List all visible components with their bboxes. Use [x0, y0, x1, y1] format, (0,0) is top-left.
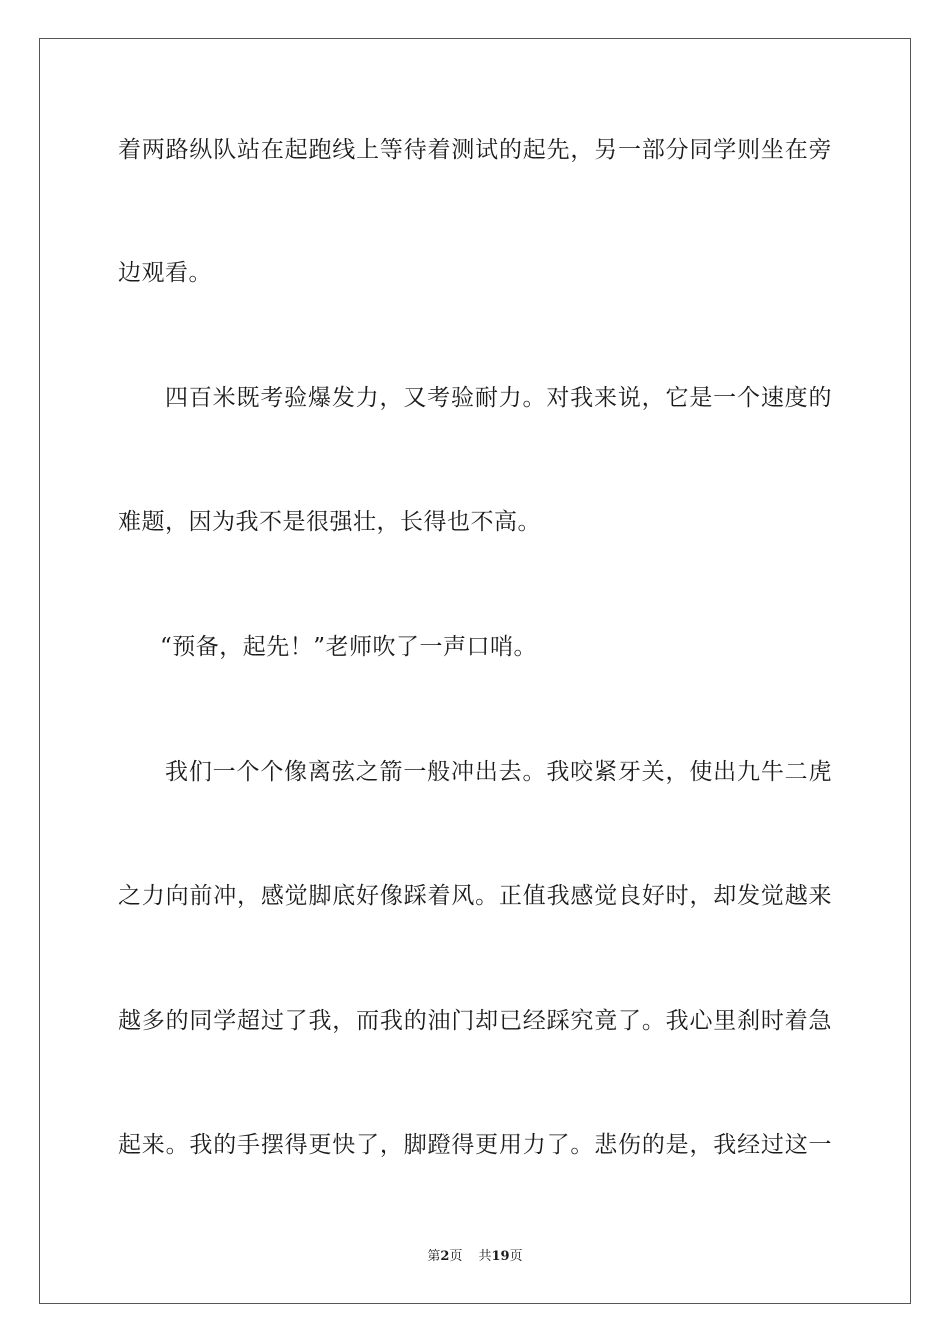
page-footer — [0, 1248, 950, 1266]
text-line-p2-2: 难题，因为我不是很强壮，长得也不高。 — [118, 509, 541, 535]
text-line-p4-3: 越多的同学超过了我，而我的油门却已经踩究竟了。我心里刹时着急 — [118, 1008, 832, 1034]
footer-page-prefix: 第 — [427, 1249, 441, 1264]
footer-total-suffix: 页 — [509, 1249, 523, 1264]
footer-page-number: 2 — [440, 1249, 450, 1264]
text-line-p3-1: “预备，起先！”老师吹了一声口哨。 — [160, 634, 538, 660]
text-line-p4-2: 之力向前冲，感觉脚底好像踩着风。正值我感觉良好时，却发觉越来 — [118, 883, 832, 909]
footer-page-suffix: 页 — [449, 1249, 463, 1264]
footer-total-prefix: 共 — [478, 1249, 492, 1264]
text-line-p1-2: 边观看。 — [118, 260, 212, 286]
text-line-p4-4: 起来。我的手摆得更快了，脚蹬得更用力了。悲伤的是，我经过这一 — [118, 1132, 832, 1158]
footer-total-pages: 19 — [491, 1249, 510, 1264]
page-border — [39, 38, 911, 1304]
text-line-p4-1: 我们一个个像离弦之箭一般冲出去。我咬紧牙关，使出九牛二虎 — [165, 759, 832, 785]
text-line-p2-1: 四百米既考验爆发力，又考验耐力。对我来说，它是一个速度的 — [165, 385, 832, 411]
text-line-p1-1: 着两路纵队站在起跑线上等待着测试的起先，另一部分同学则坐在旁 — [118, 137, 832, 163]
